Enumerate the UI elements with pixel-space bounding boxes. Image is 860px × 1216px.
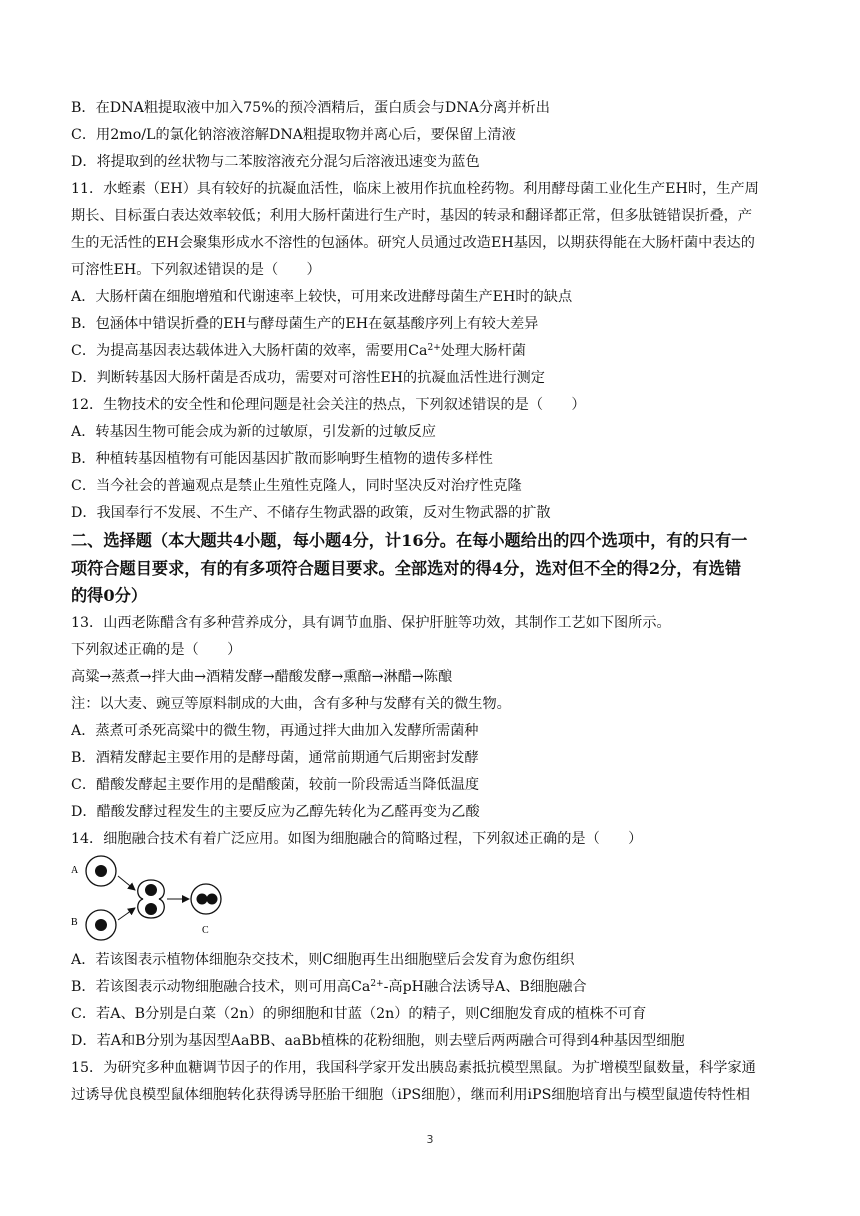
note: 注：以大麦、豌豆等原料制成的大曲，含有多种与发酵有关的微生物。 — [71, 695, 511, 712]
page-content — [71, 95, 791, 1109]
question-stem-line: 期长、目标蛋白表达效率较低；利用大肠杆菌进行生产时，基因的转录和翻译都正常，但多肽链错误折叠，产 — [71, 208, 753, 224]
option-a: A．若该图表示植物体细胞杂交技术，则C细胞再生出细胞壁后会发育为愈伤组织 — [71, 951, 575, 968]
text-line: C．用2mo/L的氯化钠溶液溶解DNA粗提取物并离心后，要保留上清液 — [71, 127, 516, 143]
cell-fusion-figure — [71, 853, 241, 947]
question-stem-line: 14．细胞融合技术有着广泛应用。如图为细胞融合的简略过程，下列叙述正确的是（ ） — [71, 830, 643, 847]
option-c: C．醋酸发酵起主要作用的是醋酸菌，较前一阶段需适当降低温度 — [71, 776, 480, 793]
option-text: -高pH融合法诱导A、B细胞融合 — [383, 978, 587, 995]
option-b — [71, 974, 791, 1001]
option-a: A．蒸煮可杀死高粱中的微生物，再通过拌大曲加入发酵所需菌种 — [71, 722, 479, 739]
option-d: D．判断转基因大肠杆菌是否成功，需要对可溶性EH的抗凝血活性进行测定 — [71, 370, 545, 386]
cell-c-label: C — [202, 924, 209, 936]
option-text: 处理大肠杆菌 — [440, 343, 526, 359]
cell-b — [86, 910, 116, 940]
question-stem-line: 过诱导优良模型鼠体细胞转化获得诱导胚胎干细胞（iPS细胞），继而利用iPS细胞培育出与模型鼠遗传特性相 — [71, 1086, 750, 1103]
question-stem-line: 12．生物技术的安全性和伦理问题是社会关注的热点，下列叙述错误的是（ ） — [71, 397, 586, 413]
question-stem-line: 下列叙述正确的是（ ） — [71, 641, 242, 658]
text-line: B．在DNA粗提取液中加入75%的预冷酒精后，蛋白质会与DNA分离并析出 — [71, 100, 550, 116]
option-b: B．包涵体中错误折叠的EH与酵母菌生产的EH在氨基酸序列上有较大差异 — [71, 316, 539, 332]
cell-c — [191, 884, 221, 914]
option-text: B．若该图表示动物细胞融合技术，则可用高Ca — [71, 978, 371, 995]
cell-a-label: A — [71, 864, 79, 876]
option-c: C．若A、B分别是白菜（2n）的卵细胞和甘蓝（2n）的精子，则C细胞发育成的植株不可育 — [71, 1005, 647, 1022]
process-flow: 高粱→蒸煮→拌大曲→酒精发酵→醋酸发酵→熏醅→淋醋→陈酿 — [71, 668, 453, 685]
option-d: D．若A和B分别为基因型AaBB、aaBb植株的花粉细胞，则去壁后两两融合可得到4种基因型细胞 — [71, 1032, 685, 1049]
q10-options-tail — [71, 95, 791, 176]
option-b: B．种植转基因植物有可能因基因扩散而影响野生植物的遗传多样性 — [71, 451, 493, 467]
question-15 — [71, 1055, 791, 1109]
question-11 — [71, 176, 791, 392]
option-c: C．当今社会的普遍观点是禁止生殖性克隆人，同时坚决反对治疗性克隆 — [71, 478, 522, 494]
question-stem-line: 15．为研究多种血糖调节因子的作用，我国科学家开发出胰岛素抵抗模型黑鼠。为扩增模型鼠数量，科学家通 — [71, 1059, 756, 1076]
question-13 — [71, 610, 791, 826]
question-stem-line: 11．水蛭素（EH）具有较好的抗凝血活性，临床上被用作抗血栓药物。利用酵母菌工业化生产EH时，生产周 — [71, 181, 759, 197]
option-d: D．我国奉行不发展、不生产、不储存生物武器的政策，反对生物武器的扩散 — [71, 505, 551, 521]
cell-fusion-diagram — [71, 853, 241, 947]
question-stem-line: 13．山西老陈醋含有多种营养成分，具有调节血脂、保护肝脏等功效，其制作工艺如下图所示。 — [71, 614, 671, 631]
fusing-cell — [138, 880, 165, 918]
superscript: 2+ — [427, 343, 441, 353]
question-stem-line: 可溶性EH。下列叙述错误的是（ ） — [71, 262, 321, 278]
option-d: D．醋酸发酵过程发生的主要反应为乙醇先转化为乙醛再变为乙酸 — [71, 803, 480, 820]
section-header — [71, 527, 791, 610]
cell-b-label: B — [71, 916, 78, 928]
cell-a — [86, 856, 116, 886]
arrow-a — [118, 876, 135, 890]
question-14 — [71, 826, 791, 1055]
option-a: A．转基因生物可能会成为新的过敏原，引发新的过敏反应 — [71, 424, 436, 440]
page-number: 3 — [426, 1133, 434, 1146]
option-b: B．酒精发酵起主要作用的是酵母菌，通常前期通气后期密封发酵 — [71, 749, 479, 766]
question-12 — [71, 392, 791, 527]
section-header-line: 项符合题目要求，有的有多项符合题目要求。全部选对的得4分，选对但不全的得2分，有选错 — [71, 558, 742, 578]
section-header-line: 的得0分） — [71, 586, 148, 605]
superscript: 2+ — [370, 978, 384, 989]
text-line: D．将提取到的丝状物与二苯胺溶液充分混匀后溶液迅速变为蓝色 — [71, 154, 480, 170]
option-a: A．大肠杆菌在细胞增殖和代谢速率上较快，可用来改进酵母菌生产EH时的缺点 — [71, 289, 573, 305]
arrow-b — [118, 908, 135, 920]
option-c — [71, 338, 791, 365]
option-text: C．为提高基因表达载体进入大肠杆菌的效率，需要用Ca — [71, 343, 428, 359]
question-stem-line: 生的无活性的EH会聚集形成水不溶性的包涵体。研究人员通过改造EH基因，以期获得能在大肠杆菌中表达的 — [71, 235, 755, 251]
section-header-line: 二、选择题（本大题共4小题，每小题4分，计16分。在每小题给出的四个选项中，有的只有一 — [71, 531, 748, 550]
